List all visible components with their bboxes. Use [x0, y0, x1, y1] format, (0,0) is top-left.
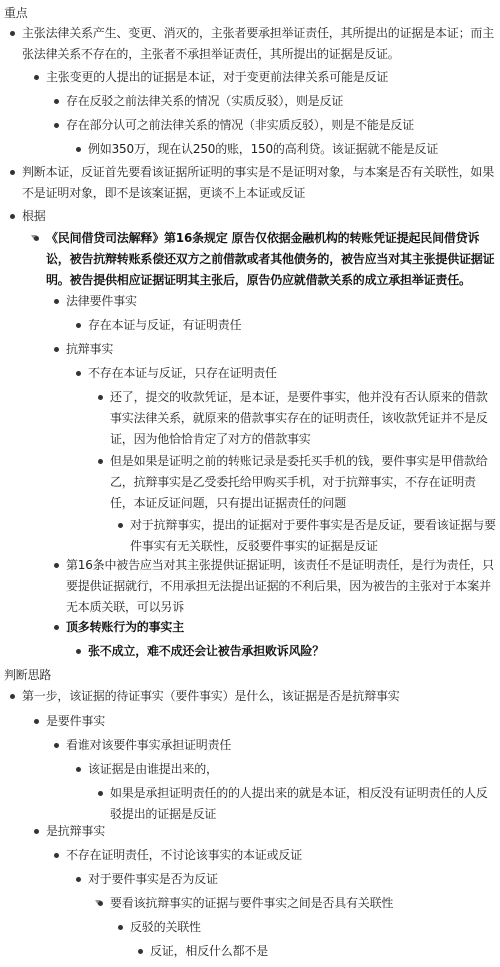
outline-item-text: 主张变更的人提出的证据是本证，对于变更前法律关系可能是反证 — [46, 70, 389, 84]
outline-item-text: 如果是承担证明责任的的人提出来的就是本证，相反没有证明责任的人反驳提出的证据是反证 — [110, 786, 488, 821]
outline-item — [0, 917, 496, 938]
outline-item — [0, 162, 496, 204]
bullet-dot-icon — [76, 147, 81, 152]
outline-item — [0, 115, 496, 136]
outline-item — [0, 139, 496, 160]
outline-item-text: 对于要件事实是否为反证 — [88, 872, 218, 886]
outline-item — [0, 291, 496, 312]
outline-item-text: 是要件事实 — [46, 714, 106, 728]
bullet-dot-icon — [10, 214, 15, 219]
outline-item — [0, 363, 496, 384]
bullet-dot-icon — [76, 371, 81, 376]
outline-item — [0, 617, 496, 638]
outline-item-text: 根据 — [22, 209, 46, 223]
bullet-dot-icon — [34, 236, 39, 241]
bullet-dot-icon — [118, 925, 123, 930]
outline-item-text: 该证据是由谁提出来的， — [88, 762, 218, 776]
outline-item — [0, 315, 496, 336]
outline-item — [0, 735, 496, 756]
bullet-dot-icon — [10, 170, 15, 175]
outline-item-text: 法律要件事实 — [66, 294, 137, 308]
outline-item-text: 是抗辩事实 — [46, 824, 106, 838]
outline-item — [0, 845, 496, 866]
outline-item — [0, 451, 496, 514]
outline-item-text: 存在部分认可之前法律关系的情况（非实质反驳），则是不能是反证 — [66, 118, 415, 132]
outline-item — [0, 893, 496, 914]
outline-item-text: 判断本证，反证首先要看该证据所证明的事实是不是证明对象，与本案是否有关联性，如果不是证明对象，即不是该案证据，更谈不上本证或反证 — [22, 165, 495, 200]
bullet-dot-icon — [54, 299, 59, 304]
bullet-dot-icon — [10, 694, 15, 699]
outline-item — [0, 711, 496, 732]
section-heading — [0, 665, 496, 686]
bullet-dot-icon — [138, 949, 143, 954]
outline-item-text: 反证，相反什么都不是 — [150, 944, 269, 958]
bullet-dot-icon — [10, 31, 15, 36]
outline-item — [0, 91, 496, 112]
outline-item — [0, 387, 496, 450]
bullet-dot-icon — [54, 123, 59, 128]
bullet-dot-icon — [34, 829, 39, 834]
bullet-dot-icon — [34, 75, 39, 80]
outline-item-text: 但是如果是证明之前的转账记录是委托买手机的钱，要件事实是甲借款给乙，抗辩事实是乙受委托给甲购买手机，对于抗辩事实，不存在证明责任，本证反证问题，只有提出证据责任的问题 — [110, 454, 488, 510]
outline-item — [0, 783, 496, 825]
outline-item-text: 第16条中被告应当对其主张提供证据证明，该责任不是证明责任，是行为责任，只要提供证据就行，不用承担无法提出证据的不利后果，因为被告的主张对于本案并无本质关联，可以另诉 — [66, 558, 494, 614]
outline-item-text: 抗辩事实 — [66, 342, 114, 356]
outline-item — [0, 515, 496, 557]
outline-item-text: 看谁对该要件事实承担证明责任 — [66, 738, 232, 752]
outline-item — [0, 555, 496, 618]
outline-item-text: 张不成立，难不成还会让被告承担败诉风险？ — [88, 644, 325, 658]
outline-item-text: 例如350万，现在认250的账，150的高利贷。该证据就不能是反证 — [88, 142, 439, 156]
bullet-dot-icon — [54, 563, 59, 568]
bullet-dot-icon — [54, 347, 59, 352]
bullet-dot-icon — [118, 523, 123, 528]
bullet-dot-icon — [34, 719, 39, 724]
section-heading-text: 判断思路 — [4, 668, 52, 682]
outline-item — [0, 941, 496, 962]
outline-item-text: 顶多转账行为的事实主 — [66, 620, 185, 634]
bullet-dot-icon — [98, 459, 103, 464]
bullet-dot-icon — [98, 901, 103, 906]
bullet-dot-icon — [98, 791, 103, 796]
bullet-dot-icon — [54, 625, 59, 630]
bullet-dot-icon — [98, 395, 103, 400]
outline-item-text: 还了，提交的收款凭证，是本证，是要件事实，他并没有否认原来的借款事实法律关系，就原来的借款事实存在的证明责任，该收款凭证并不是反证，因为他恰恰肯定了对方的借款事实 — [110, 390, 488, 446]
outline-item-text: 存在反驳之前法律关系的情况（实质反驳），则是反证 — [66, 94, 344, 108]
bullet-dot-icon — [54, 743, 59, 748]
outline-item — [0, 641, 496, 662]
section-heading-text: 重点 — [4, 6, 28, 20]
outline-item — [0, 339, 496, 360]
outline-item-text: 不存在证明责任，不讨论该事实的本证或反证 — [66, 848, 303, 862]
outline-item — [0, 23, 496, 65]
outline-item-text: 要看该抗辩事实的证据与要件事实之间是否具有关联性 — [110, 896, 394, 910]
outline-item — [0, 869, 496, 890]
outline-item-text: 主张法律关系产生、变更、消灭的，主张者要承担举证责任，其所提出的证据是本证；而主张法律关系不存在的，主张者不承担举证责任，其所提出的证据是反证。 — [22, 26, 495, 61]
bullet-dot-icon — [76, 649, 81, 654]
bullet-dot-icon — [76, 323, 81, 328]
bullet-dot-icon — [76, 767, 81, 772]
outline-item-text: 对于抗辩事实，提出的证据对于要件事实是否是反证，要看该证据与要件事实有无关联性，反驳要件事实的证据是反证 — [130, 518, 496, 553]
outline-item — [0, 228, 496, 291]
outline-item-text: 第一步，该证据的待证事实（要件事实）是什么，该证据是否是抗辩事实 — [22, 689, 400, 703]
outline-item — [0, 759, 496, 780]
section-heading — [0, 3, 496, 24]
outline-item-text: 《民间借贷司法解释》第16条规定 原告仅依据金融机构的转账凭证提起民间借贷诉讼，被告抗辩转账系偿还双方之前借款或者其他债务的，被告应当对其主张提供证据证明。被告提供相应证据证明其主张后，原告仍应就借款关系的成立承担举证责任。 — [46, 231, 495, 287]
bullet-dot-icon — [76, 877, 81, 882]
outline-item-text: 反驳的关联性 — [130, 920, 201, 934]
outline-item — [0, 67, 496, 88]
outline-item — [0, 686, 496, 707]
outline-item-text: 不存在本证与反证，只存在证明责任 — [88, 366, 277, 380]
outline-item — [0, 821, 496, 842]
outline-item — [0, 206, 496, 227]
bullet-dot-icon — [54, 853, 59, 858]
outline-item-text: 存在本证与反证，有证明责任 — [88, 318, 242, 332]
bullet-dot-icon — [54, 99, 59, 104]
